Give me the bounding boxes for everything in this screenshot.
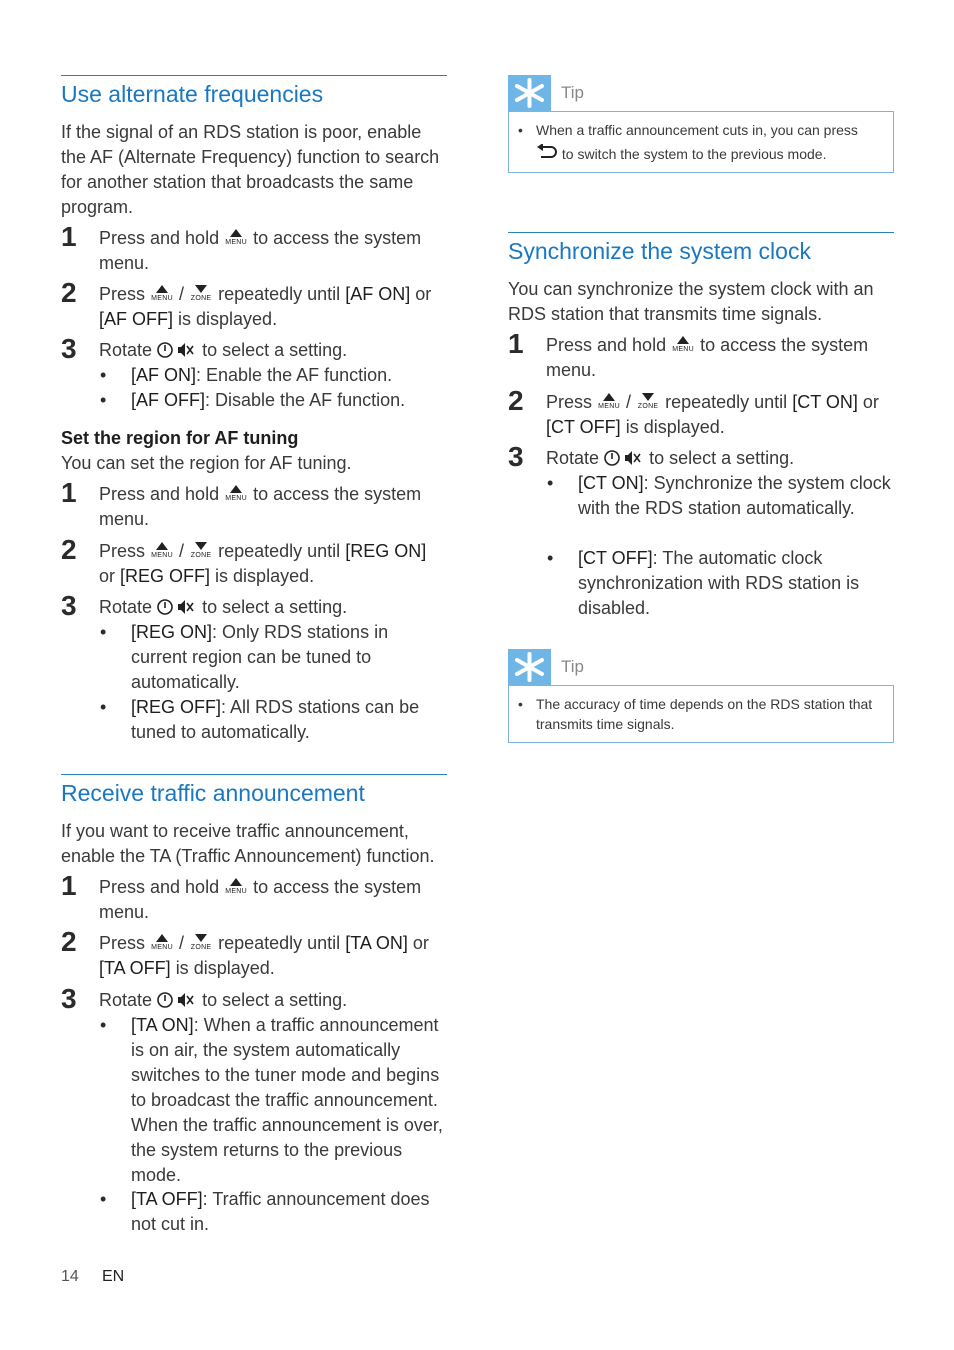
menu-up-icon: MENU bbox=[671, 335, 695, 355]
step-text-b: to access the system menu. bbox=[99, 228, 422, 273]
tip-box-accuracy bbox=[508, 649, 894, 743]
tip-asterisk-icon bbox=[508, 649, 551, 685]
section-title-ct: Synchronize the system clock bbox=[508, 232, 894, 266]
zone-down-icon: ZONE bbox=[189, 933, 213, 953]
tip-body: • The accuracy of time depends on the RDS station that transmits time signals. bbox=[508, 685, 894, 743]
region-intro: You can set the region for AF tuning. bbox=[61, 453, 352, 473]
step-number: 2 bbox=[61, 277, 77, 308]
language-code: EN bbox=[102, 1268, 125, 1285]
menu-up-icon: MENU bbox=[150, 541, 174, 561]
option-af-on: [AF ON] bbox=[345, 284, 411, 304]
rotate-dial-mute-icon bbox=[604, 449, 644, 467]
step-text-a: Press and hold bbox=[99, 228, 220, 248]
rotate-dial-mute-icon bbox=[157, 341, 197, 359]
zone-down-icon: ZONE bbox=[189, 284, 213, 304]
zone-down-icon: ZONE bbox=[189, 541, 213, 561]
menu-up-icon: MENU bbox=[597, 392, 621, 412]
option-af-off: [AF OFF] bbox=[99, 309, 173, 329]
rotate-dial-mute-icon bbox=[157, 991, 197, 1009]
menu-up-icon: MENU bbox=[224, 228, 248, 248]
section-title-af: Use alternate frequencies bbox=[61, 75, 447, 109]
page-number: 14 bbox=[61, 1268, 79, 1285]
step-number: 1 bbox=[61, 221, 77, 252]
tip-asterisk-icon bbox=[508, 75, 551, 111]
af-intro: If the signal of an RDS station is poor, enable the AF (Alternate Frequency) function to search for another station that broadcasts the same program. bbox=[61, 122, 440, 217]
subhead-region: Set the region for AF tuning bbox=[61, 428, 299, 448]
back-arrow-icon bbox=[536, 144, 558, 162]
tip-label: Tip bbox=[561, 657, 584, 676]
ta-intro: If you want to receive traffic announcement, enable the TA (Traffic Announcement) function. bbox=[61, 821, 435, 866]
menu-up-icon: MENU bbox=[224, 484, 248, 504]
zone-down-icon: ZONE bbox=[636, 392, 660, 412]
step-number: 3 bbox=[61, 333, 77, 364]
menu-up-icon: MENU bbox=[150, 933, 174, 953]
section-title-ta: Receive traffic announcement bbox=[61, 774, 447, 808]
ct-intro: You can synchronize the system clock with an RDS station that transmits time signals. bbox=[508, 279, 874, 324]
rotate-dial-mute-icon bbox=[157, 598, 197, 616]
tip-body: • When a traffic announcement cuts in, you can press to switch the system to the previous mode. bbox=[508, 111, 894, 173]
tip-label: Tip bbox=[561, 83, 584, 102]
menu-up-icon: MENU bbox=[150, 284, 174, 304]
menu-up-icon: MENU bbox=[224, 877, 248, 897]
tip-box-return bbox=[508, 75, 894, 173]
